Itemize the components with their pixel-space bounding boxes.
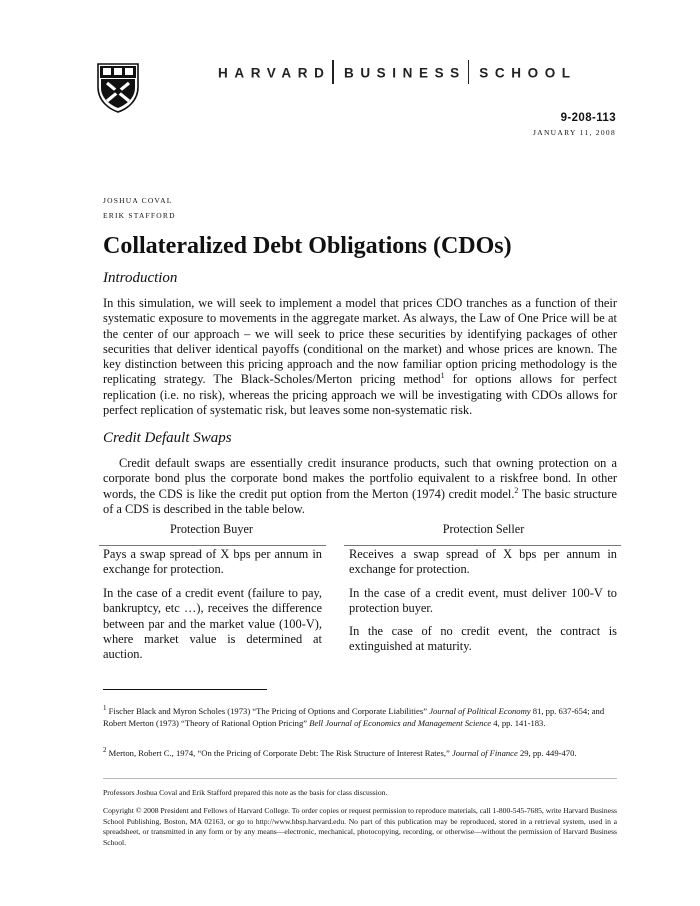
footnote-divider	[103, 689, 267, 690]
case-date: JANUARY 11, 2008	[533, 128, 616, 137]
author-name: JOSHUA COVAL	[103, 196, 173, 205]
footnote-journal: Bell Journal of Economics and Management Science	[309, 718, 492, 729]
table-rule	[99, 545, 326, 546]
masthead-word-school: SCHOOL	[479, 65, 577, 81]
cds-text: The basic structure of a CDS is described in the table below.	[103, 486, 618, 516]
hbs-shield-logo	[97, 63, 139, 113]
footnote-number: 2	[103, 746, 107, 754]
footnote-ref: 1	[440, 371, 445, 381]
masthead-word-harvard: HARVARD	[218, 65, 331, 81]
footnote-ref: 2	[514, 485, 519, 495]
footnote-2	[103, 744, 617, 759]
table-header-buyer: Protection Buyer	[170, 522, 253, 536]
footnote-number: 1	[103, 704, 107, 712]
copyright-notice: Copyright © 2008 President and Fellows of Harvard College. To order copies or request permission to reproduce materials, call 1-800-545-7685, write Harvard Business School Publishing, Boston, MA 02163, or go to http://www.hbsp.harvard.edu. No part of this publication may be reproduced, stored in a retrieval system, used in a spreadsheet, or transmitted in any form or by any means—electronic, mechanical, photocopying, recording, or otherwise—without the permission of Harvard Business School.	[103, 806, 617, 847]
buyer-cell: Pays a swap spread of X bps per annum in exchange for protection.	[103, 547, 322, 577]
introduction-paragraph	[103, 296, 617, 418]
footnote-journal: Journal of Political Economy	[429, 705, 531, 716]
cds-heading: Credit Default Swaps	[103, 430, 232, 446]
buyer-cell: In the case of a credit event (failure to pay, bankruptcy, etc …), receives the difference between par and the market value (100-V), where market value is determined at auction.	[103, 586, 322, 662]
introduction-heading: Introduction	[103, 270, 178, 286]
footnote-text: 4, pp. 141-183.	[491, 718, 546, 729]
intro-text: for options allows for perfect replication (i.e. no risk), whereas the pricing approach we will be investigating with CDOs allows for perfect replication of systematic risk, but leaves some non-systematic risk.	[103, 372, 617, 418]
table-header-seller: Protection Seller	[442, 522, 525, 536]
case-number: 9-208-113	[560, 112, 616, 124]
prepared-note: Professors Joshua Coval and Erik Stafford prepared this note as the basis for class discussion.	[103, 788, 388, 797]
copyright-divider	[103, 778, 617, 779]
footnote-text: 29, pp. 449-470.	[517, 747, 577, 758]
intro-text: In this simulation, we will seek to implement a model that prices CDO tranches as a function of their systematic exposure to movements in the aggregate market. As always, the Law of One Price will be at the center of our approach – we will seek to price these securities by identifying packages of other securities that deliver identical payoffs (conditional on the market) and whose prices are known. The key distinction between this pricing approach and the now familiar option pricing methodology is the replicating strategy. The Black-Scholes/Merton pricing method	[103, 296, 617, 387]
masthead-divider	[468, 60, 470, 84]
footnote-1	[103, 702, 617, 729]
seller-cell: Receives a swap spread of X bps per annum in exchange for protection.	[349, 547, 617, 577]
cds-paragraph	[103, 456, 617, 517]
seller-cell: In the case of a credit event, must deliver 100-V to protection buyer.	[349, 586, 617, 616]
author-name: ERIK STAFFORD	[103, 211, 176, 220]
masthead-divider	[332, 60, 334, 84]
table-rule	[344, 545, 621, 546]
footnote-text: Fischer Black and Myron Scholes (1973) “The Pricing of Options and Corporate Liabilities”	[106, 705, 430, 716]
footnote-text: 81, pp. 637-654; and Robert Merton (1973) “Theory of Rational Option Pricing”	[103, 705, 605, 729]
footnote-journal: Journal of Finance	[451, 747, 518, 758]
masthead-word-business: BUSINESS	[343, 65, 466, 81]
seller-cell: In the case of no credit event, the contract is extinguished at maturity.	[349, 624, 617, 654]
school-masthead	[218, 62, 577, 86]
footnote-text: Merton, Robert C., 1974, “On the Pricing of Corporate Debt: The Risk Structure of Interest Rates,”	[106, 747, 452, 758]
document-title: Collateralized Debt Obligations (CDOs)	[103, 233, 512, 259]
cds-text: Credit default swaps are essentially credit insurance products, such that owning protection on a corporate bond plus the corporate bond makes the portfolio equivalent to a riskfree bond. In other words, the CDS is like the credit put option from the Merton (1974) credit model.	[103, 456, 617, 501]
